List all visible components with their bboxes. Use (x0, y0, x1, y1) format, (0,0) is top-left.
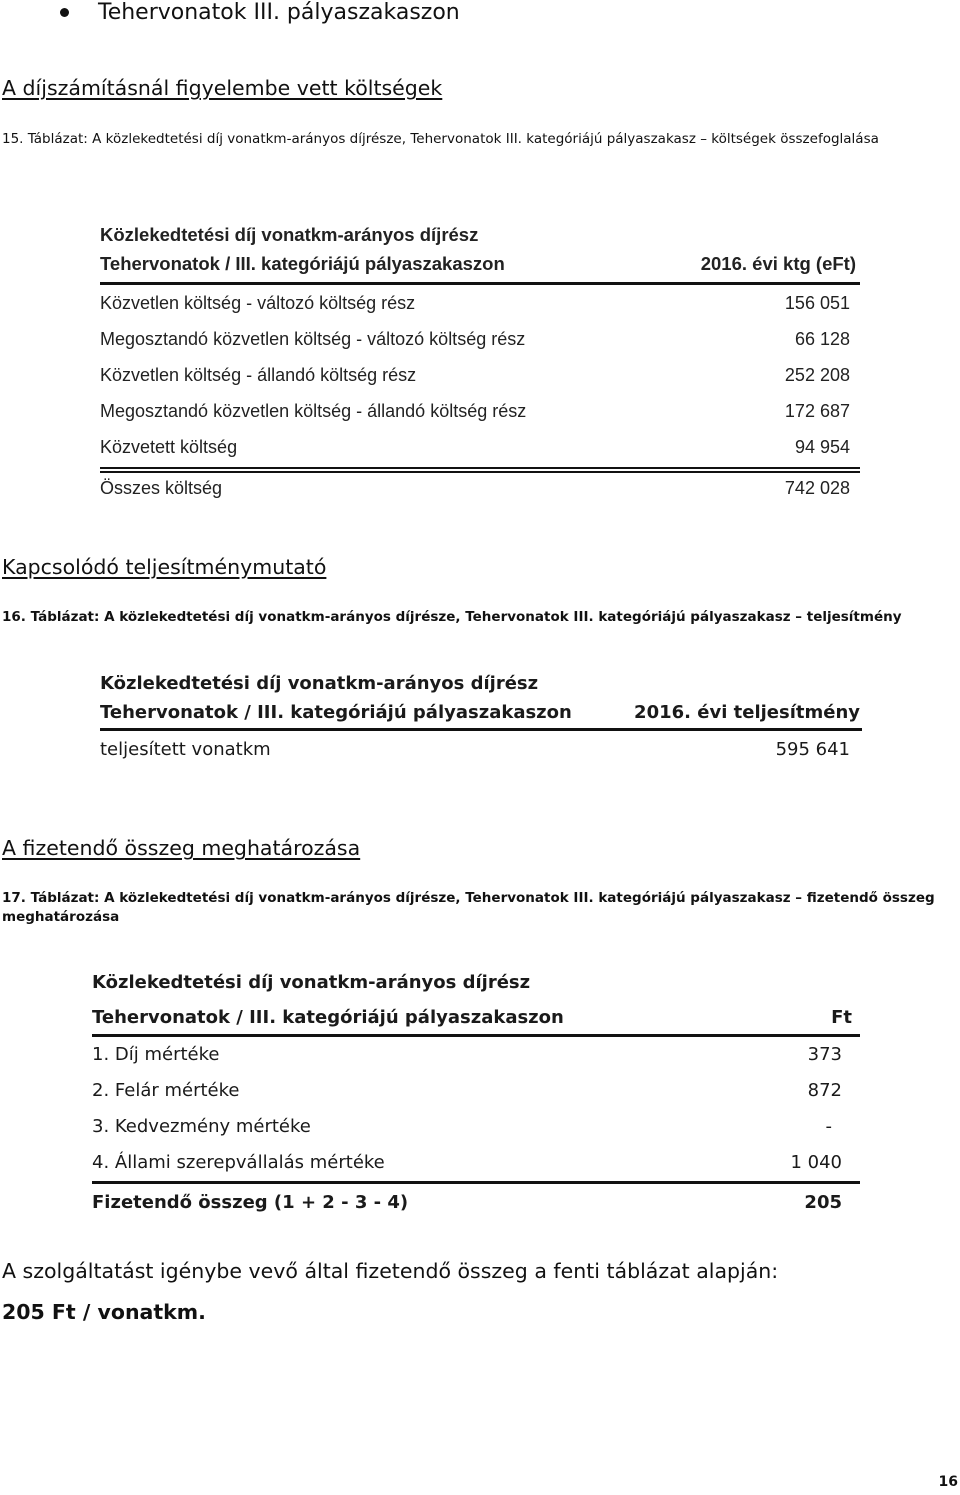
row-label: Közvetett költség (100, 436, 238, 457)
total-label: Összes költség (100, 477, 223, 498)
total-row (92, 1184, 860, 1222)
table-row (92, 1073, 860, 1109)
section1-heading: A díjszámításnál figyelembe vett költségek (2, 76, 443, 100)
performance-table-header-row (100, 698, 862, 731)
table-row (92, 1145, 860, 1184)
cost-table-header-row (100, 246, 860, 285)
payment-table-col-header: Ft (831, 1007, 852, 1028)
table-row (100, 321, 860, 357)
row-label: 4. Állami szerepvállalás mértéke (92, 1152, 385, 1173)
page-number: 16 (938, 1474, 958, 1490)
performance-table-subtitle: Tehervonatok / III. kategóriájú pályaszakaszon (100, 702, 572, 723)
cost-table-title: Közlekedtetési díj vonatkm-arányos díjrész (100, 224, 479, 245)
total-value: 742 028 (784, 477, 850, 498)
payment-table-header-row (92, 1002, 860, 1037)
table-row (100, 393, 860, 429)
row-label: 2. Felár mértéke (92, 1080, 240, 1101)
row-value: 872 (807, 1080, 842, 1101)
performance-table-col-header: 2016. évi teljesítmény (634, 702, 860, 723)
cost-table-title-row (100, 218, 860, 246)
section2-caption: 16. Táblázat: A közlekedtetési díj vonatkm-arányos díjrésze, Tehervonatok III. kategóriájú pályaszakasz – teljesítmény (2, 609, 902, 625)
bullet-dot-icon (60, 8, 69, 17)
conclusion-text: A szolgáltatást igénybe vevő által fizetendő összeg a fenti táblázat alapján: (2, 1259, 779, 1283)
row-label: Közvetlen költség - állandó költség rész (100, 364, 417, 385)
cost-table-col-header: 2016. évi ktg (eFt) (700, 253, 856, 274)
row-value: 595 641 (775, 739, 850, 760)
total-value: 205 (804, 1192, 842, 1213)
row-value: - (825, 1116, 832, 1137)
section1-caption: 15. Táblázat: A közlekedtetési díj vonatkm-arányos díjrésze, Tehervonatok III. kategóriájú pályaszakasz – költségek összefoglalása (2, 131, 879, 147)
performance-table (100, 670, 862, 769)
payment-table (92, 968, 860, 1222)
section2-heading: Kapcsolódó teljesítménymutató (2, 555, 327, 579)
cost-table-subtitle: Tehervonatok / III. kategóriájú pályaszakaszon (100, 253, 505, 274)
total-row (100, 473, 860, 503)
payment-table-title: Közlekedtetési díj vonatkm-arányos díjrész (92, 972, 531, 993)
section3-heading: A fizetendő összeg meghatározása (2, 836, 361, 860)
row-value: 1 040 (790, 1152, 842, 1173)
row-label: Megosztandó közvetlen költség - változó költség rész (100, 328, 526, 349)
table-row (100, 731, 862, 769)
total-label: Fizetendő összeg (1 + 2 - 3 - 4) (92, 1192, 409, 1213)
cost-table (100, 218, 860, 503)
row-value: 156 051 (784, 292, 850, 313)
table-row (92, 1109, 860, 1145)
table-row (100, 285, 860, 321)
row-label: Megosztandó közvetlen költség - állandó költség rész (100, 400, 527, 421)
row-value: 172 687 (784, 400, 850, 421)
conclusion-result: 205 Ft / vonatkm. (2, 1300, 206, 1324)
table-row (100, 429, 860, 465)
section3-caption: 17. Táblázat: A közlekedtetési díj vonatkm-arányos díjrésze, Tehervonatok III. kategóriájú pályaszakasz – fizetendő összeg meghatározása (2, 890, 935, 925)
row-label: teljesített vonatkm (100, 739, 271, 760)
row-value: 66 128 (794, 328, 850, 349)
row-value: 252 208 (784, 364, 850, 385)
table-row (100, 357, 860, 393)
row-value: 373 (807, 1044, 842, 1065)
payment-table-subtitle: Tehervonatok / III. kategóriájú pályaszakaszon (92, 1007, 564, 1028)
performance-table-title: Közlekedtetési díj vonatkm-arányos díjrész (100, 673, 539, 694)
bullet-item (60, 0, 460, 25)
row-label: 3. Kedvezmény mértéke (92, 1116, 311, 1137)
row-label: Közvetlen költség - változó költség rész (100, 292, 416, 313)
table-row (92, 1037, 860, 1073)
row-label: 1. Díj mértéke (92, 1044, 220, 1065)
bullet-item-text: Tehervonatok III. pályaszakaszon (98, 0, 460, 25)
row-value: 94 954 (794, 436, 850, 457)
